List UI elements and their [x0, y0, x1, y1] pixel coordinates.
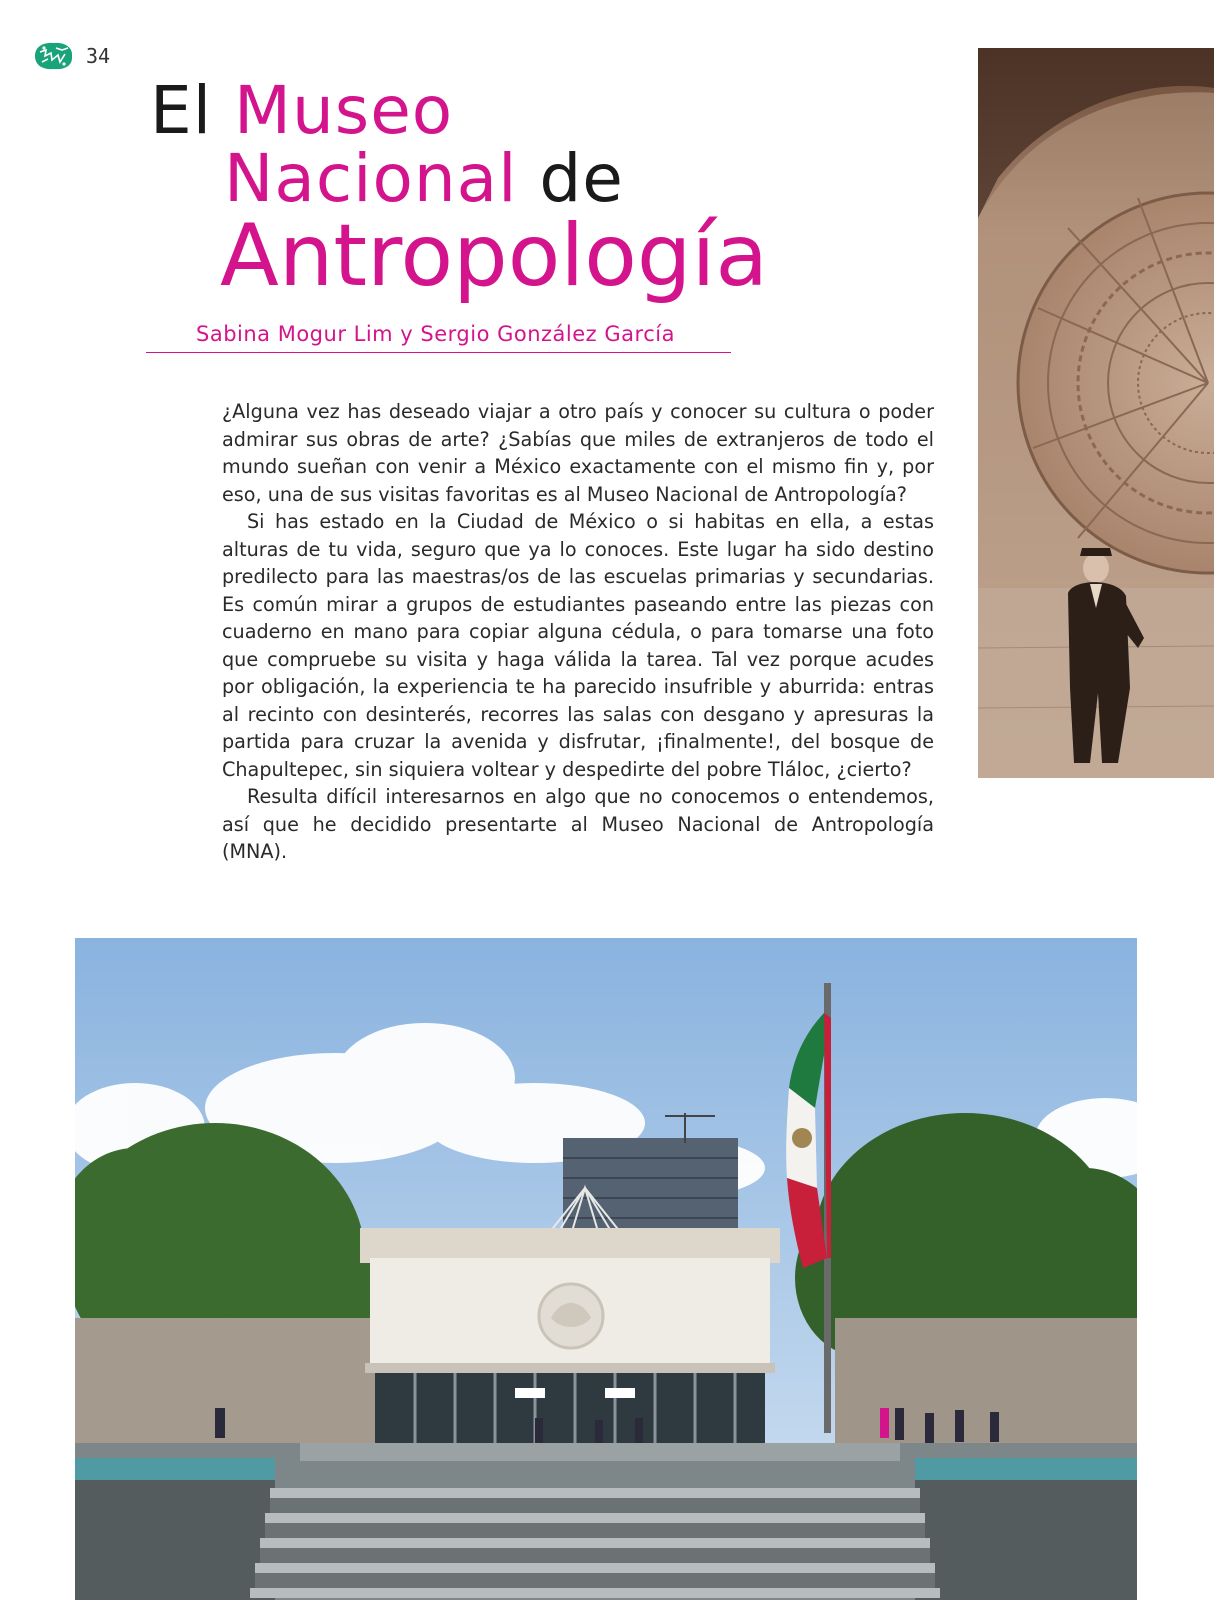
title-el: El: [150, 72, 235, 149]
paragraph-3: Resulta difícil interesarnos en algo que no conocemos o entendemos, así que he decidido presentarte al Museo Nacional de Antropología (MNA).: [222, 785, 934, 863]
title-line-3: Antropología: [220, 206, 769, 306]
authors-byline: Sabina Mogur Lim y Sergio González García: [196, 322, 675, 346]
museum-entrance-photo: [75, 938, 1137, 1600]
title-line-1: [150, 72, 453, 149]
authors-rule: [146, 322, 731, 353]
title-nacional: Nacional: [224, 140, 518, 217]
historical-sun-stone-photo: [978, 48, 1214, 778]
mosaic-creature-logo-icon: [32, 40, 76, 72]
title-de: de: [517, 140, 624, 217]
title-museo: Museo: [234, 72, 454, 149]
article-body: [222, 398, 934, 866]
paragraph-1: ¿Alguna vez has deseado viajar a otro país y conocer su cultura o poder admirar sus obras de arte? ¿Sabías que miles de extranjeros de todo el mundo sueñan con venir a México exactamente con el mismo fin y, por eso, una de sus visitas favoritas es al Museo Nacional de Antropología?: [222, 400, 934, 506]
paragraph-2: Si has estado en la Ciudad de México o si habitas en ella, a estas alturas de tu vida, seguro que ya lo conoces. Este lugar ha sido destino predilecto para las maestras/os de las escuelas primarias y secundarias. Es común mirar a grupos de estudiantes paseando entre las piezas con cuaderno en mano para copiar alguna cédula, o para tomarse una foto que compruebe su visita y haga válida la tarea. Tal vez porque acudes por obligación, la experiencia te ha parecido insufrible y aburrida: entras al recinto con desinterés, recorres las salas con desgano y apresuras la partida para cruzar la avenida y disfrutar, ¡finalmente!, del bosque de Chapultepec, sin siquiera voltear y despedirte del pobre Tláloc, ¿cierto?: [222, 510, 934, 781]
page-number: 34: [86, 44, 111, 68]
